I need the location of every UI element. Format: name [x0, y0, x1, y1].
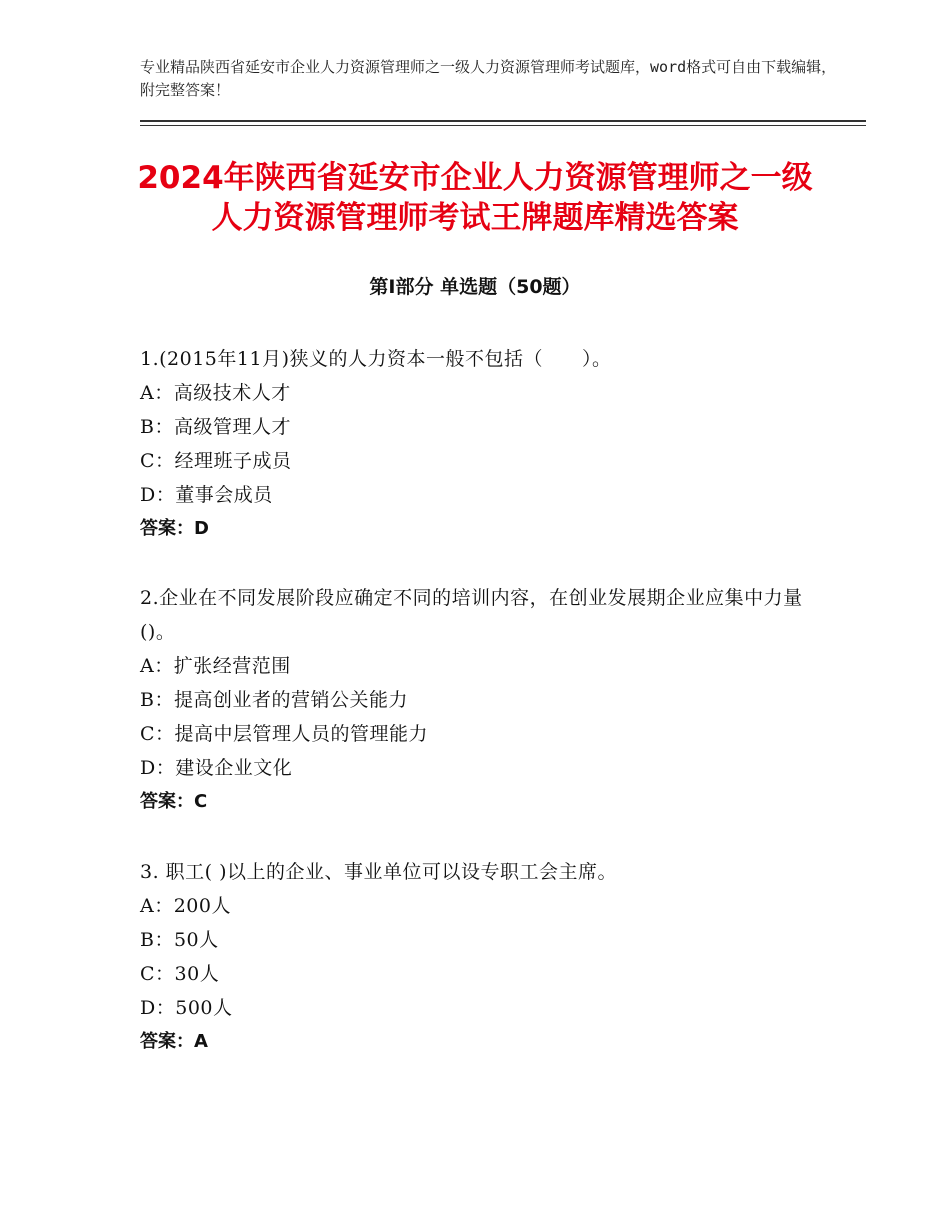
option-a: A：扩张经营范围 — [140, 655, 291, 677]
question-stem: 2.企业在不同发展阶段应确定不同的培训内容，在创业发展期企业应集中力量()。 — [140, 587, 803, 643]
document-title: 2024年陕西省延安市企业人力资源管理师之一级人力资源管理师考试王牌题库精选答案 — [137, 160, 813, 236]
answer: 答案：C — [140, 791, 208, 812]
question-3 — [140, 855, 810, 1059]
option-c: C：30人 — [140, 963, 220, 985]
option-d: D：董事会成员 — [140, 484, 273, 506]
option-d: D：500人 — [140, 997, 233, 1019]
option-b: B：提高创业者的营销公关能力 — [140, 689, 408, 711]
option-a: A：高级技术人才 — [140, 382, 291, 404]
section-heading: 第Ⅰ部分 单选题（50题） — [369, 276, 581, 298]
question-stem: 3. 职工( )以上的企业、事业单位可以设专职工会主席。 — [140, 861, 618, 883]
option-a: A：200人 — [140, 895, 231, 917]
header-rule-thick — [140, 120, 866, 122]
header-rule-thin — [140, 125, 866, 126]
question-stem: 1.(2015年11月)狭义的人力资本一般不包括（ ）。 — [140, 348, 612, 370]
question-1 — [140, 342, 810, 546]
option-c: C：提高中层管理人员的管理能力 — [140, 723, 429, 745]
answer: 答案：A — [140, 1031, 208, 1052]
header-note: 专业精品陕西省延安市企业人力资源管理师之一级人力资源管理师考试题库，word格式可自由下载编辑，附完整答案！ — [140, 58, 837, 99]
option-b: B：50人 — [140, 929, 219, 951]
option-c: C：经理班子成员 — [140, 450, 292, 472]
answer: 答案：D — [140, 518, 209, 539]
option-d: D：建设企业文化 — [140, 757, 293, 779]
question-2 — [140, 581, 810, 819]
option-b: B：高级管理人才 — [140, 416, 291, 438]
